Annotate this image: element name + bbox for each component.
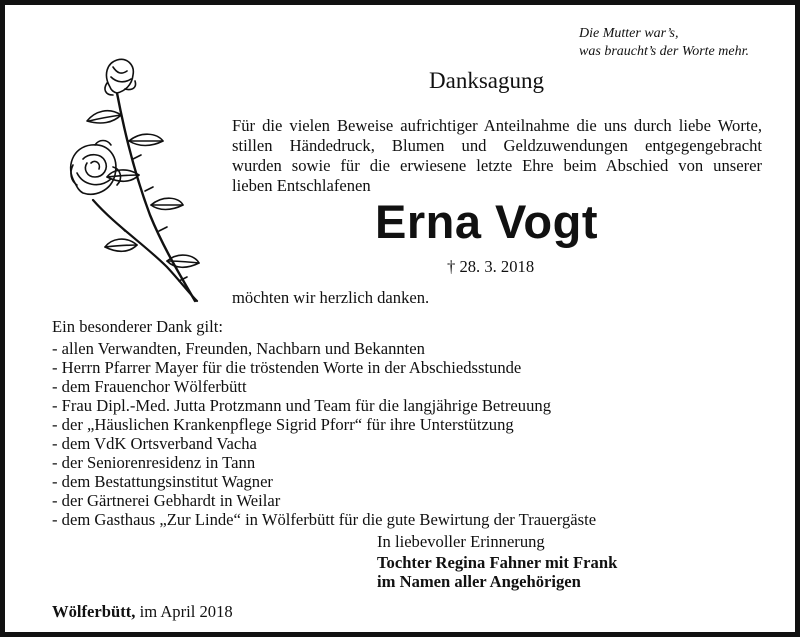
motto-quote	[579, 25, 749, 61]
intro-line-3: wurden sowie für die erwiesene letzte Ehre beim Abschied von unserer	[232, 156, 762, 175]
intro-line-4: lieben Entschlafenen	[232, 176, 371, 195]
place-name: Wölferbütt,	[52, 602, 136, 621]
heading-title: Danksagung	[429, 68, 544, 93]
deceased-name: Erna Vogt	[375, 195, 598, 248]
list-item: - dem Bestattungsinstitut Wagner	[52, 472, 273, 491]
list-item: - dem Frauenchor Wölferbütt	[52, 377, 247, 396]
list-item: - Herrn Pfarrer Mayer für die tröstenden Worte in der Abschiedsstunde	[52, 358, 522, 377]
memory-line: In liebevoller Erinnerung	[377, 532, 545, 551]
list-item: - der Seniorenresidenz in Tann	[52, 453, 256, 472]
list-item: - dem VdK Ortsverband Vacha	[52, 434, 257, 453]
list-item: - allen Verwandten, Freunden, Nachbarn und Bekannten	[52, 339, 425, 358]
intro-line-1: Für die vielen Beweise aufrichtiger Anteilnahme die uns durch liebe Worte,	[232, 116, 762, 135]
list-item: - der „Häuslichen Krankenpflege Sigrid Pforr“ für ihre Unterstützung	[52, 415, 514, 434]
signature-block	[377, 553, 617, 591]
list-item: - Frau Dipl.-Med. Jutta Protzmann und Team für die langjährige Betreuung	[52, 396, 551, 415]
date-text: im April 2018	[139, 602, 233, 621]
rose-drawing-icon	[55, 55, 205, 305]
place-date	[52, 602, 233, 622]
motto-line-1: Die Mutter war’s,	[579, 26, 679, 41]
death-date: † 28. 3. 2018	[447, 257, 535, 276]
motto-line-2: was braucht’s der Worte mehr.	[579, 44, 749, 59]
list-item: - der Gärtnerei Gebhardt in Weilar	[52, 491, 281, 510]
special-thanks-heading: Ein besonderer Dank gilt:	[52, 317, 223, 336]
list-item: - dem Gasthaus „Zur Linde“ in Wölferbütt für die gute Bewirtung der Trauergäste	[52, 510, 597, 529]
signature-line-1: Tochter Regina Fahner mit Frank	[377, 553, 618, 572]
intro-paragraph	[232, 116, 762, 196]
thanks-list	[52, 339, 596, 529]
intro-line-2: stillen Händedruck, Blumen und Geldzuwendungen entgegengebracht	[232, 136, 762, 155]
signature-line-2: im Namen aller Angehörigen	[377, 572, 581, 591]
thanks-line: möchten wir herzlich danken.	[232, 288, 430, 307]
